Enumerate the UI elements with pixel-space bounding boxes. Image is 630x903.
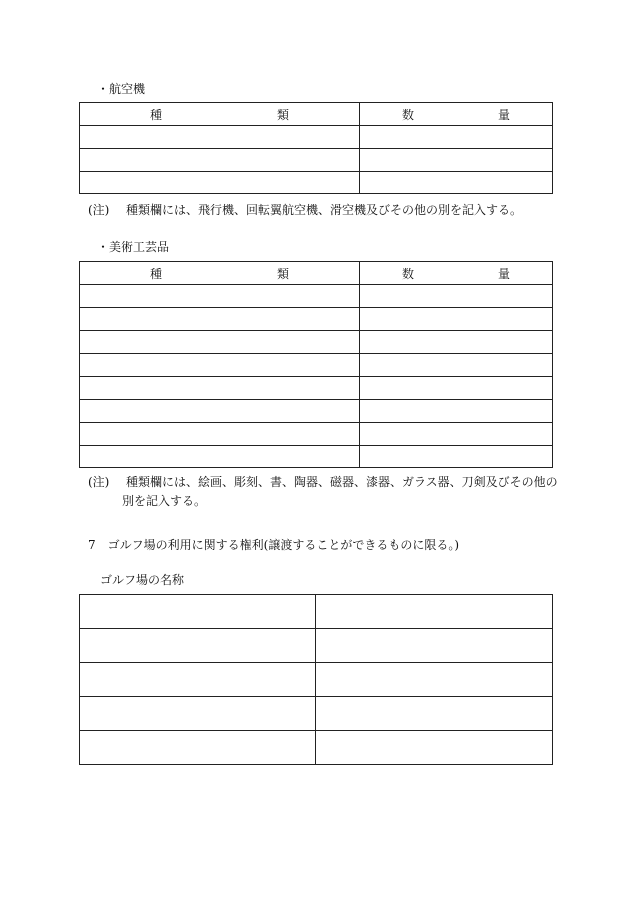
golf-table [79,594,553,765]
quantity-cell[interactable] [360,354,553,377]
table-row [80,377,553,400]
golf-name-cell[interactable] [80,595,316,629]
note-text: 種類欄には、飛行機、回転翼航空機、滑空機及びその他の別を記入する。 [126,203,523,217]
aircraft-table [79,102,553,194]
table-row [80,629,553,663]
type-column-header [80,262,360,285]
golf-value-cell[interactable] [316,731,553,765]
table-row [80,731,553,765]
golf-name-cell[interactable] [80,731,316,765]
type-cell[interactable] [80,172,360,194]
table-row [80,331,553,354]
note-text-line1: 種類欄には、絵画、彫刻、書、陶器、磁器、漆器、ガラス器、刀剣及びその他の [126,475,558,489]
table-row [80,446,553,468]
quantity-cell[interactable] [360,149,553,172]
art-note [88,473,568,513]
table-row [80,308,553,331]
type-cell[interactable] [80,308,360,331]
table-row [80,595,553,629]
golf-value-cell[interactable] [316,663,553,697]
table-row [80,149,553,172]
type-column-header [80,103,360,126]
type-header-char: 種 [150,107,163,122]
table-row [80,285,553,308]
table-row [80,697,553,731]
type-cell[interactable] [80,446,360,468]
quantity-cell[interactable] [360,377,553,400]
type-cell[interactable] [80,423,360,446]
type-cell[interactable] [80,377,360,400]
type-cell[interactable] [80,149,360,172]
art-table [79,261,553,468]
table-row [80,126,553,149]
aircraft-heading: ・航空機 [97,82,146,96]
type-header-char: 類 [276,107,289,122]
quantity-cell[interactable] [360,446,553,468]
table-row [80,423,553,446]
aircraft-note [88,201,568,221]
art-heading: ・美術工芸品 [97,240,170,254]
note-mark: (注) [88,475,110,489]
quantity-cell[interactable] [360,331,553,354]
type-cell[interactable] [80,285,360,308]
table-row [80,663,553,697]
quantity-header-char: 量 [497,266,510,281]
golf-name-label: ゴルフ場の名称 [100,573,185,587]
quantity-cell[interactable] [360,308,553,331]
note-text-line2: 別を記入する。 [122,494,207,508]
table-row [80,400,553,423]
golf-name-cell[interactable] [80,663,316,697]
golf-value-cell[interactable] [316,595,553,629]
type-header-char: 類 [276,266,289,281]
quantity-header-char: 数 [402,107,415,122]
quantity-cell[interactable] [360,400,553,423]
table-header-row [80,262,553,285]
type-header-char: 種 [150,266,163,281]
type-cell[interactable] [80,354,360,377]
golf-value-cell[interactable] [316,629,553,663]
golf-value-cell[interactable] [316,697,553,731]
note-mark: (注) [88,203,110,217]
quantity-cell[interactable] [360,126,553,149]
quantity-header-char: 量 [497,107,510,122]
table-row [80,172,553,194]
type-cell[interactable] [80,126,360,149]
type-cell[interactable] [80,331,360,354]
type-cell[interactable] [80,400,360,423]
quantity-cell[interactable] [360,172,553,194]
quantity-cell[interactable] [360,285,553,308]
golf-section-title: 7 ゴルフ場の利用に関する権利(譲渡することができるものに限る。) [88,538,460,552]
golf-name-cell[interactable] [80,697,316,731]
quantity-column-header [360,103,553,126]
quantity-column-header [360,262,553,285]
table-row [80,354,553,377]
table-header-row [80,103,553,126]
golf-name-cell[interactable] [80,629,316,663]
quantity-cell[interactable] [360,423,553,446]
quantity-header-char: 数 [402,266,415,281]
